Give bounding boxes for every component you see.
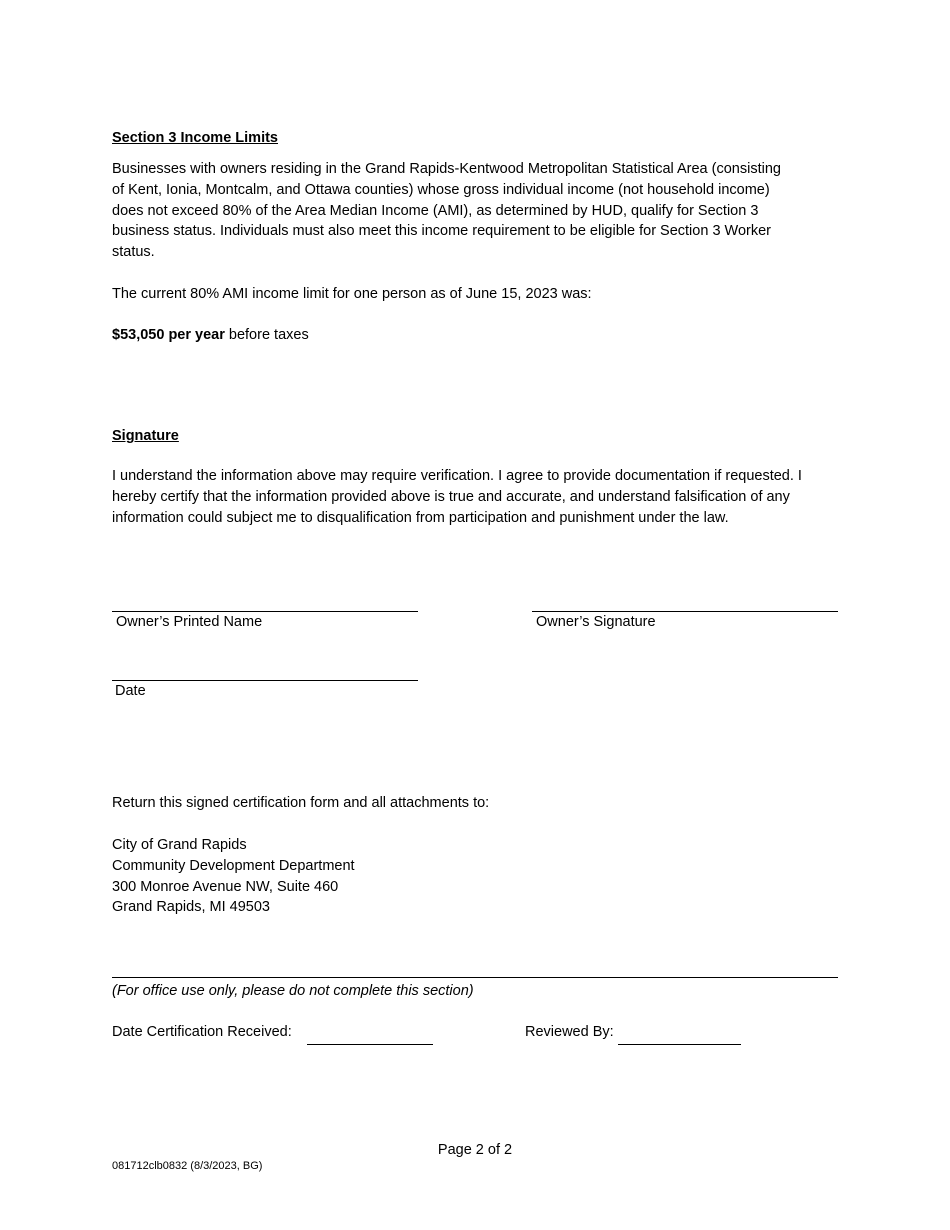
income-current-limit: The current 80% AMI income limit for one person as of June 15, 2023 was: — [112, 286, 592, 302]
date-received-line[interactable] — [307, 1044, 433, 1045]
return-intro: Return this signed certification form and all attachments to: — [112, 795, 490, 811]
office-note: (For office use only, please do not complete this section) — [112, 983, 474, 999]
return-address — [112, 835, 832, 918]
income-amount: $53,050 per year — [112, 327, 225, 343]
signature-paragraph: I understand the information above may require verification. I agree to provide documentation if requested. I hereby certify that the information provided above is true and accurate, and understand falsification of any information could subject me to disqualification from participation and punishment under the law. — [112, 468, 802, 526]
date-line[interactable] — [112, 680, 418, 681]
income-amount-line — [112, 325, 832, 346]
date-label: Date — [115, 683, 146, 699]
address-line: City of Grand Rapids — [112, 837, 247, 853]
date-received-label: Date Certification Received: — [112, 1024, 292, 1040]
reviewed-by-label: Reviewed By: — [525, 1024, 614, 1040]
income-paragraph: Businesses with owners residing in the Grand Rapids-Kentwood Metropolitan Statistical Area (consisting of Kent, Ionia, Montcalm, and Ottawa counties) whose gross individual income (not household income) does not exceed 80% of the Area Median Income (AMI), as determined by HUD, qualify for Section 3 business status. Individuals must also meet this income requirement to be eligible for Section 3 Worker status. — [112, 161, 781, 261]
office-divider — [112, 977, 838, 978]
owner-signature-label: Owner’s Signature — [536, 614, 656, 630]
reviewed-by-line[interactable] — [618, 1044, 741, 1045]
page-number: Page 2 of 2 — [437, 1142, 513, 1158]
printed-name-label: Owner’s Printed Name — [116, 614, 263, 630]
address-line: Grand Rapids, MI 49503 — [112, 899, 270, 916]
address-line: Community Development Department — [112, 857, 355, 874]
document-id: 081712clb0832 (8/3/2023, BG) — [112, 1160, 263, 1172]
income-heading: Section 3 Income Limits — [112, 130, 278, 146]
income-amount-suffix: before taxes — [224, 327, 309, 343]
address-line: 300 Monroe Avenue NW, Suite 460 — [112, 878, 339, 895]
signature-heading: Signature — [112, 428, 179, 444]
